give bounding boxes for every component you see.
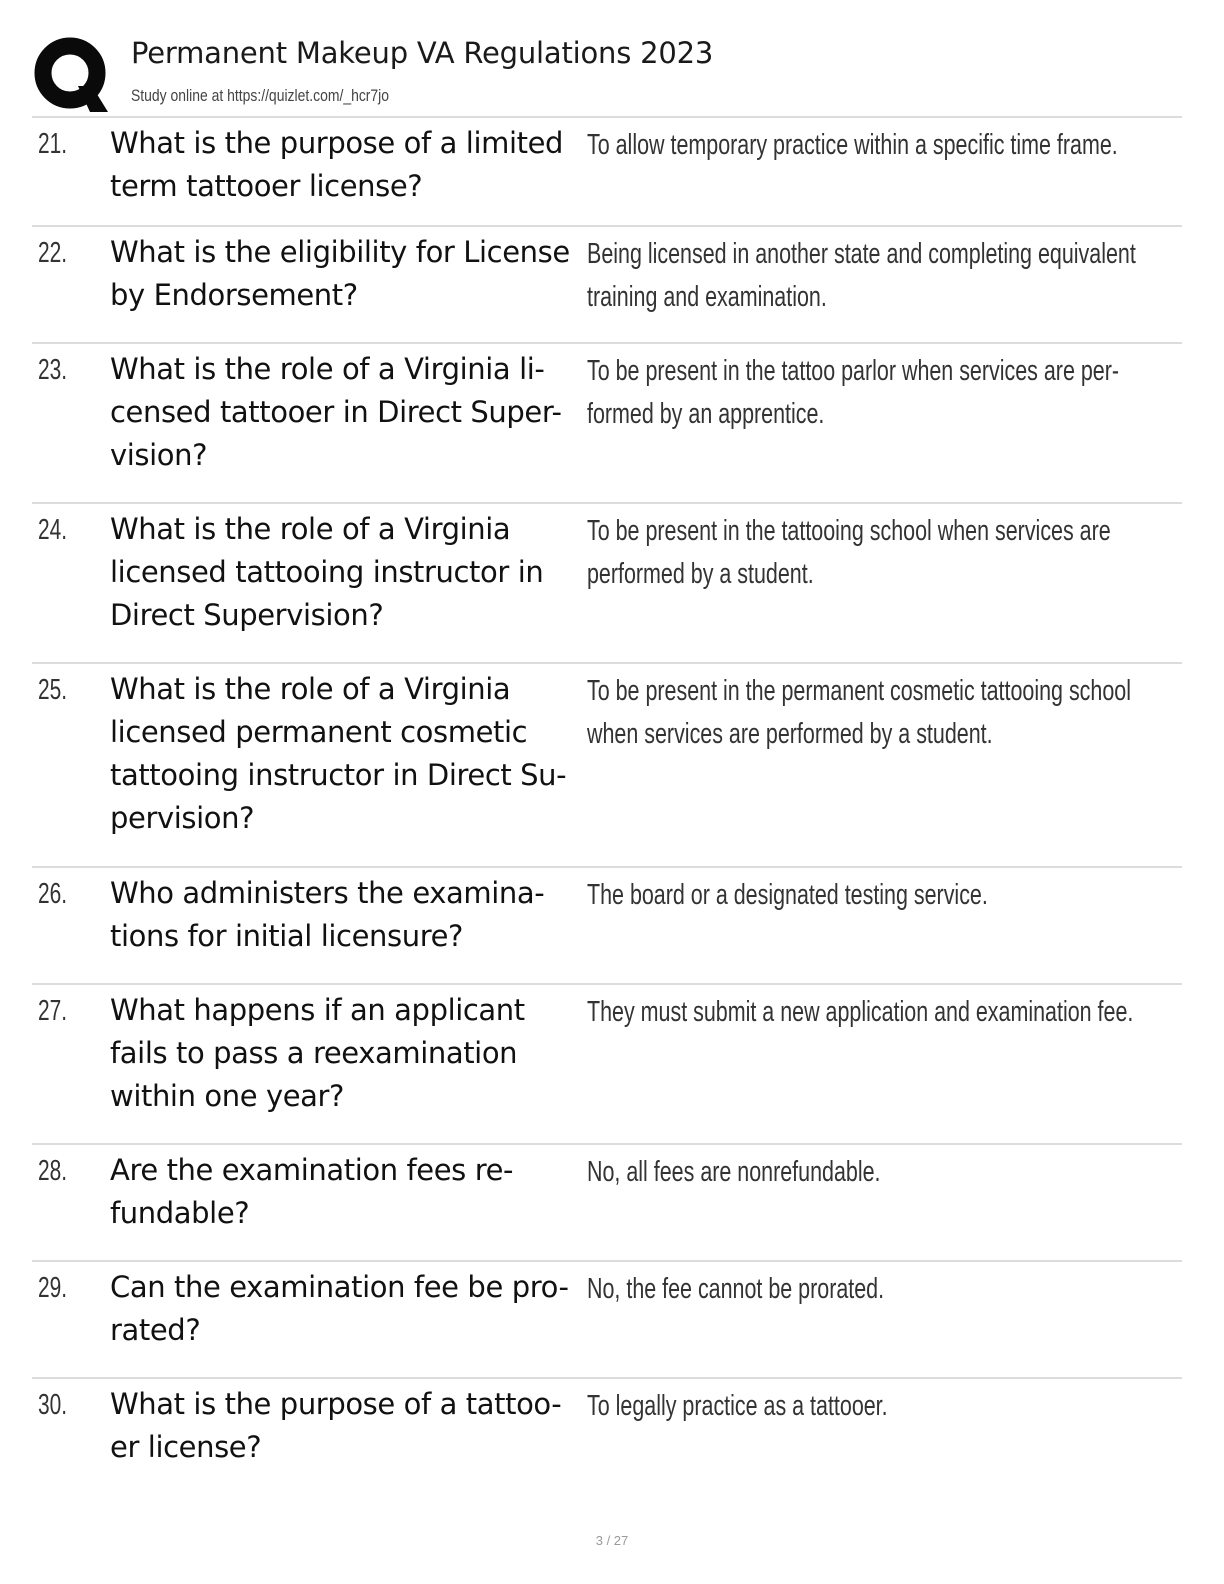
card-term: What happens if an applicant fails to pass a reexamination within one year?: [110, 993, 525, 1113]
card-term: Can the examination fee be pro- rated?: [110, 1270, 569, 1347]
card-number: 24.: [38, 514, 68, 546]
flashcard: [32, 1145, 1182, 1262]
card-term: Who administers the examina- tions for initial licensure?: [110, 876, 545, 953]
card-number: 27.: [38, 995, 68, 1027]
card-number: 30.: [38, 1389, 68, 1421]
flashcard: [32, 344, 1182, 504]
card-definition: They must submit a new application and examination fee.: [587, 996, 1134, 1028]
quizlet-q-icon: [34, 36, 110, 112]
card-number: 23.: [38, 354, 68, 386]
card-term: What is the purpose of a limited term tattooer license?: [110, 126, 564, 203]
flashcard: [32, 1379, 1182, 1496]
card-definition: To allow temporary practice within a specific time frame.: [587, 129, 1118, 161]
card-definition: To legally practice as a tattooer.: [587, 1390, 888, 1422]
study-online-link[interactable]: Study online at https://quizlet.com/_hcr7jo: [131, 86, 390, 105]
flashcard: [32, 118, 1182, 227]
card-number: 26.: [38, 878, 68, 910]
flashcard: [32, 1262, 1182, 1379]
card-number: 22.: [38, 237, 68, 269]
document-title: Permanent Makeup VA Regulations 2023: [131, 36, 714, 70]
flashcard: [32, 985, 1182, 1145]
card-definition: To be present in the tattoo parlor when services are per- formed by an apprentice.: [587, 355, 1120, 430]
card-term: What is the role of a Virginia li- censed tattooer in Direct Super- vision?: [110, 352, 562, 472]
card-number: 28.: [38, 1155, 68, 1187]
card-definition: To be present in the permanent cosmetic tattooing school when services are performed by a student.: [587, 675, 1131, 750]
card-term: What is the role of a Virginia licensed tattooing instructor in Direct Supervision?: [110, 512, 544, 632]
page-header: [34, 34, 1184, 114]
flashcard: [32, 227, 1182, 344]
card-number: 29.: [38, 1272, 68, 1304]
card-term: Are the examination fees re- fundable?: [110, 1153, 514, 1230]
card-number: 21.: [38, 128, 68, 160]
flashcard: [32, 868, 1182, 985]
card-definition: To be present in the tattooing school when services are performed by a student.: [587, 515, 1111, 590]
flashcard: [32, 664, 1182, 868]
card-definition: Being licensed in another state and completing equivalent training and examination.: [587, 238, 1136, 313]
card-definition: No, all fees are nonrefundable.: [587, 1156, 881, 1188]
flashcard-list: [32, 116, 1182, 1496]
page-number: 3 / 27: [595, 1533, 629, 1548]
card-number: 25.: [38, 674, 68, 706]
card-term: What is the role of a Virginia licensed permanent cosmetic tattooing instructor in Direct Su- pervision?: [110, 672, 567, 835]
card-definition: The board or a designated testing service.: [587, 879, 988, 911]
flashcard: [32, 504, 1182, 664]
card-term: What is the eligibility for License by Endorsement?: [110, 235, 570, 312]
card-definition: No, the fee cannot be prorated.: [587, 1273, 885, 1305]
card-term: What is the purpose of a tattoo- er license?: [110, 1387, 562, 1464]
